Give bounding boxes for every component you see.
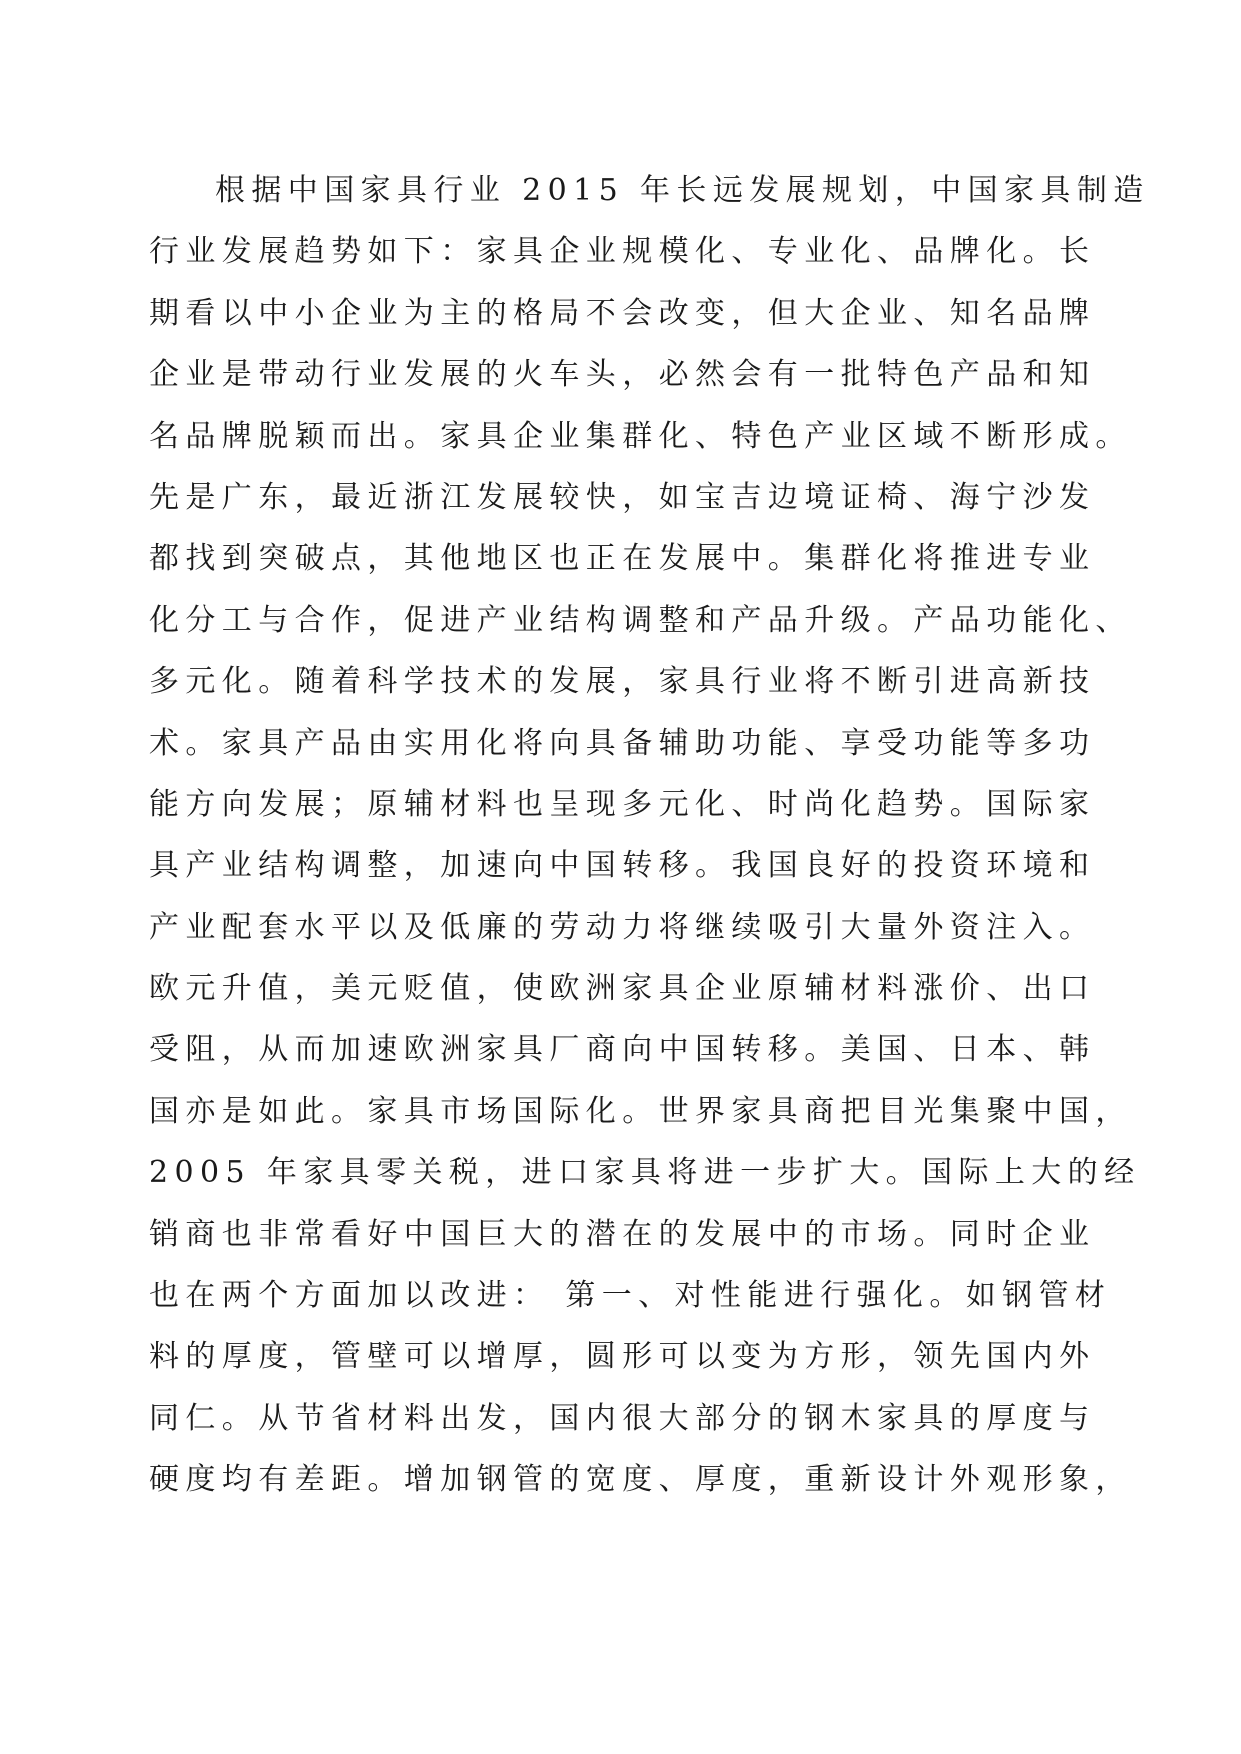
text-line: 期看以中小企业为主的格局不会改变，但大企业、知名品牌 <box>149 295 1096 331</box>
text-line: 2005 年家具零关税，进口家具将进一步扩大。国际上大的经 <box>149 1155 1141 1191</box>
text-line: 根据中国家具行业 2015 年长远发展规划，中国家具制造 <box>215 173 1150 208</box>
text-line: 硬度均有差距。增加钢管的宽度、厚度，重新设计外观形象， <box>149 1462 1132 1498</box>
text-line: 多元化。随着科学技术的发展，家具行业将不断引进高新技 <box>149 664 1096 700</box>
text-line: 欧元升值，美元贬值，使欧洲家具企业原辅材料涨价、出口 <box>149 971 1096 1007</box>
body-paragraph <box>149 160 1150 1511</box>
text-line: 能方向发展；原辅材料也呈现多元化、时尚化趋势。国际家 <box>149 786 1096 822</box>
text-line: 术。家具产品由实用化将向具备辅助功能、享受功能等多功 <box>149 725 1096 761</box>
text-line: 产业配套水平以及低廉的劳动力将继续吸引大量外资注入。 <box>149 909 1096 945</box>
text-line: 都找到突破点，其他地区也正在发展中。集群化将推进专业 <box>149 541 1096 577</box>
text-line: 也在两个方面加以改进： 第一、对性能进行强化。如钢管材 <box>149 1278 1112 1314</box>
text-line: 名品牌脱颖而出。家具企业集群化、特色产业区域不断形成。 <box>149 418 1132 454</box>
text-line: 行业发展趋势如下：家具企业规模化、专业化、品牌化。长 <box>149 234 1096 270</box>
text-line: 先是广东，最近浙江发展较快，如宝吉边境证椅、海宁沙发 <box>149 479 1096 515</box>
text-line: 同仁。从节省材料出发，国内很大部分的钢木家具的厚度与 <box>149 1400 1096 1436</box>
text-line: 具产业结构调整，加速向中国转移。我国良好的投资环境和 <box>149 848 1096 884</box>
text-line: 企业是带动行业发展的火车头，必然会有一批特色产品和知 <box>149 357 1096 393</box>
text-line: 受阻，从而加速欧洲家具厂商向中国转移。美国、日本、韩 <box>149 1032 1096 1068</box>
text-line: 国亦是如此。家具市场国际化。世界家具商把目光集聚中国， <box>149 1093 1132 1129</box>
text-line: 销商也非常看好中国巨大的潜在的发展中的市场。同时企业 <box>149 1216 1096 1252</box>
text-line: 化分工与合作，促进产业结构调整和产品升级。产品功能化、 <box>149 602 1132 638</box>
text-line: 料的厚度，管壁可以增厚，圆形可以变为方形，领先国内外 <box>149 1339 1096 1375</box>
